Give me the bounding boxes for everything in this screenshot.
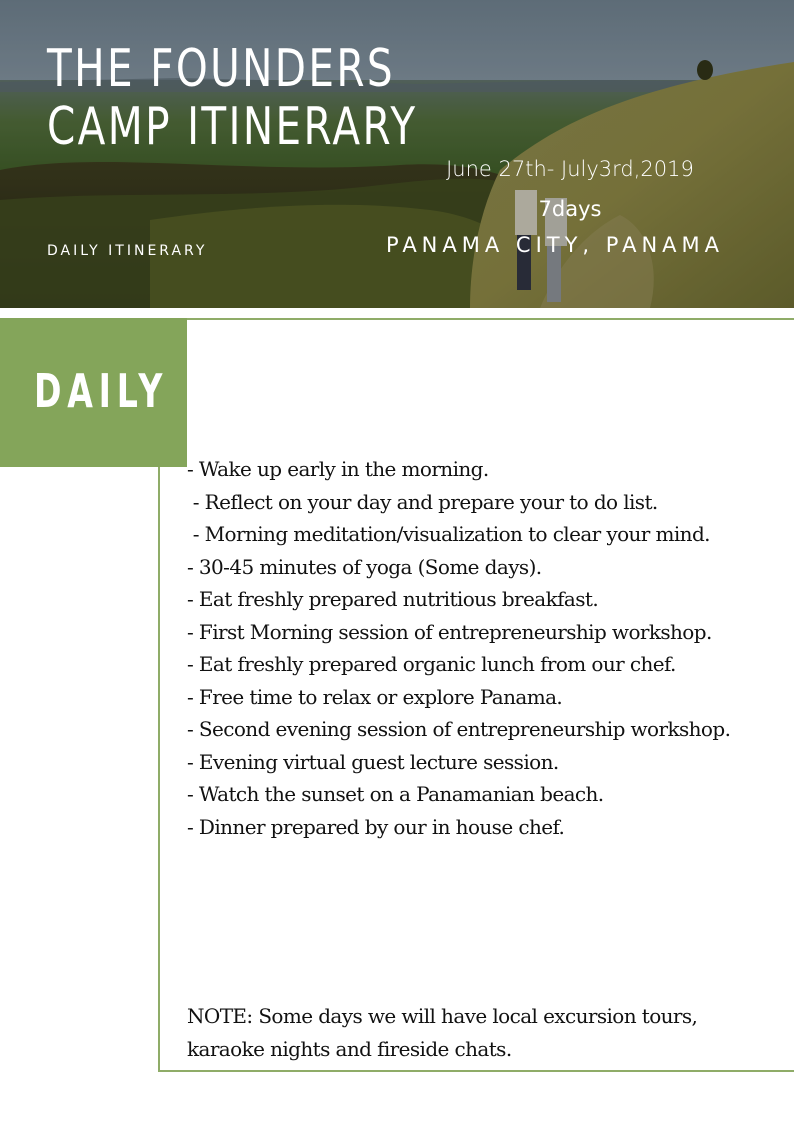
list-item: - Free time to relax or explore Panama. xyxy=(187,684,563,709)
title-line-2: CAMP ITINERARY xyxy=(47,97,418,157)
event-duration: 7days xyxy=(538,197,602,221)
list-item: - Morning meditation/visualization to clear your mind. xyxy=(187,522,710,546)
title-line-1: THE FOUNDERS xyxy=(47,39,395,99)
event-location: PANAMA CITY, PANAMA xyxy=(386,233,725,257)
list-item: - Eat freshly prepared nutritious breakfast. xyxy=(187,587,599,611)
list-item: - Watch the sunset on a Panamanian beach. xyxy=(187,782,604,806)
list-item: - Reflect on your day and prepare your to do list. xyxy=(187,489,658,514)
itinerary-list xyxy=(187,453,772,843)
list-item: - Eat freshly prepared organic lunch from our chef. xyxy=(187,652,676,676)
list-item: - Evening virtual guest lecture session. xyxy=(187,749,559,774)
itinerary-note: NOTE: Some days we will have local excursion tours, karaoke nights and fireside chats. xyxy=(187,1004,698,1061)
list-item: - First Morning session of entrepreneurship workshop. xyxy=(187,619,712,644)
list-item: - Dinner prepared by our in house chef. xyxy=(187,814,565,839)
list-item: - Wake up early in the morning. xyxy=(187,457,489,481)
list-item: - 30-45 minutes of yoga (Some days). xyxy=(187,554,542,579)
event-dates: June 27th- July3rd,2019 xyxy=(446,157,694,181)
hero-header xyxy=(0,0,794,308)
page-title xyxy=(47,40,418,156)
list-item: - Second evening session of entrepreneurship workshop. xyxy=(187,717,731,741)
page-subtitle: DAILY ITINERARY xyxy=(47,243,208,259)
section-label: DAILY xyxy=(34,364,169,418)
